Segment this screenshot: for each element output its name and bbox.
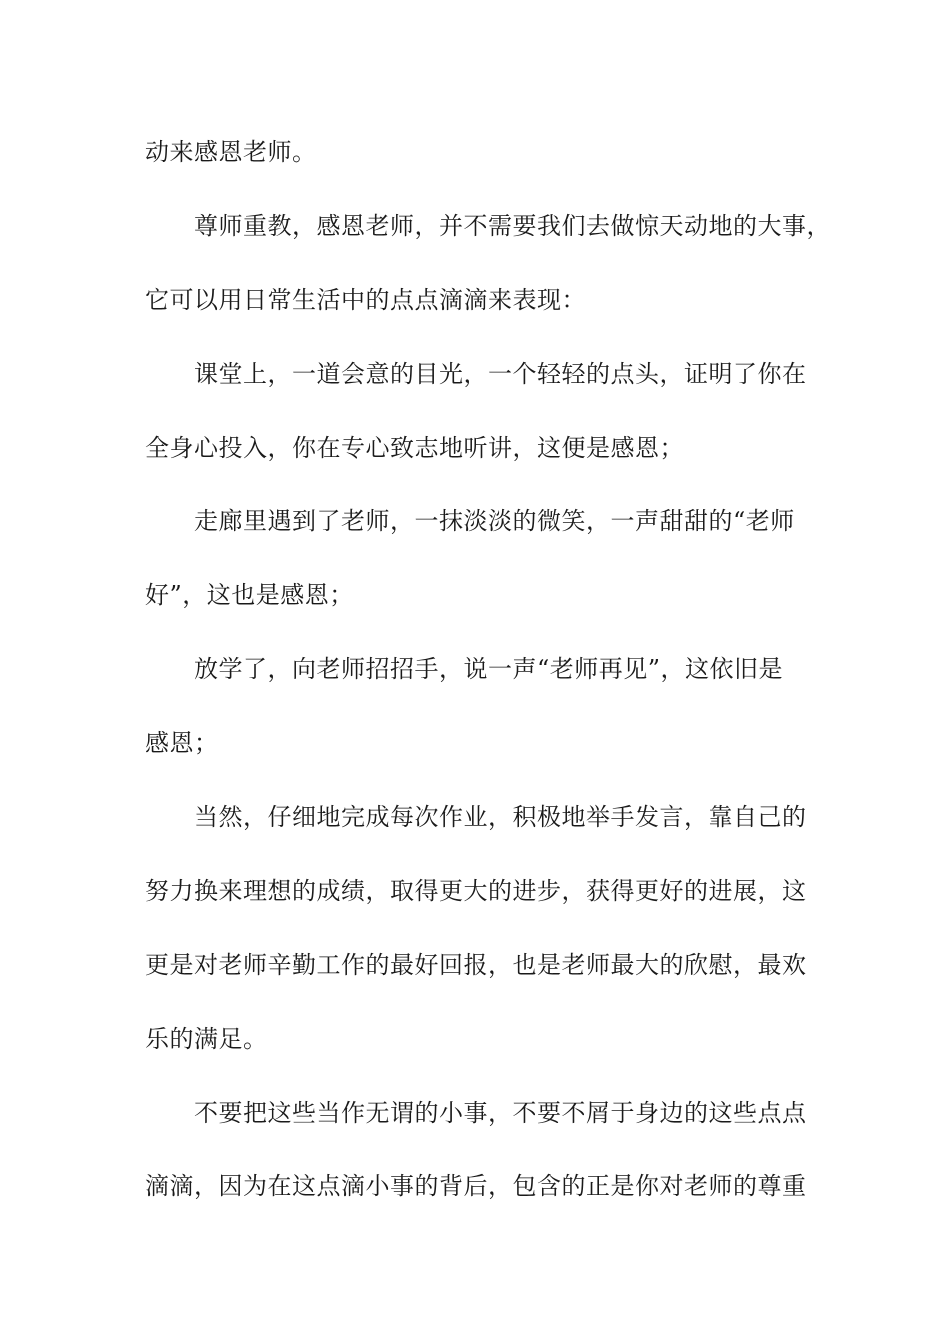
- text-line: 乐的满足。: [145, 1024, 268, 1053]
- text-line: 动来感恩老师。: [145, 138, 317, 166]
- paragraph-first-line: 尊师重教，感恩老师，并不需要我们去做惊天动地的大事，: [194, 211, 831, 240]
- body-text: [145, 130, 831, 1238]
- text-line: 感恩；: [145, 729, 219, 758]
- text-line: 更是对老师辛勤工作的最好回报，也是老师最大的欣慰，最欢: [145, 950, 807, 979]
- text-line: 滴滴，因为在这点滴小事的背后，包含的正是你对老师的尊重: [145, 1172, 807, 1201]
- paragraph-first-line: 走廊里遇到了老师，一抹淡淡的微笑，一声甜甜的“老师: [194, 507, 795, 536]
- text-line: 它可以用日常生活中的点点滴滴来表现：: [145, 285, 586, 314]
- text-line: 好”，这也是感恩；: [145, 581, 354, 610]
- paragraph-first-line: 课堂上，一道会意的目光，一个轻轻的点头，证明了你在: [194, 359, 807, 388]
- paragraph-first-line: 当然，仔细地完成每次作业，积极地举手发言，靠自己的: [194, 803, 807, 832]
- paragraph-first-line: 放学了，向老师招招手，说一声“老师再见”，这依旧是: [194, 655, 784, 684]
- text-line: 努力换来理想的成绩，取得更大的进步，获得更好的进展，这: [145, 876, 807, 905]
- text-line: 全身心投入，你在专心致志地听讲，这便是感恩；: [145, 433, 684, 462]
- paragraph-first-line: 不要把这些当作无谓的小事，不要不屑于身边的这些点点: [194, 1098, 807, 1127]
